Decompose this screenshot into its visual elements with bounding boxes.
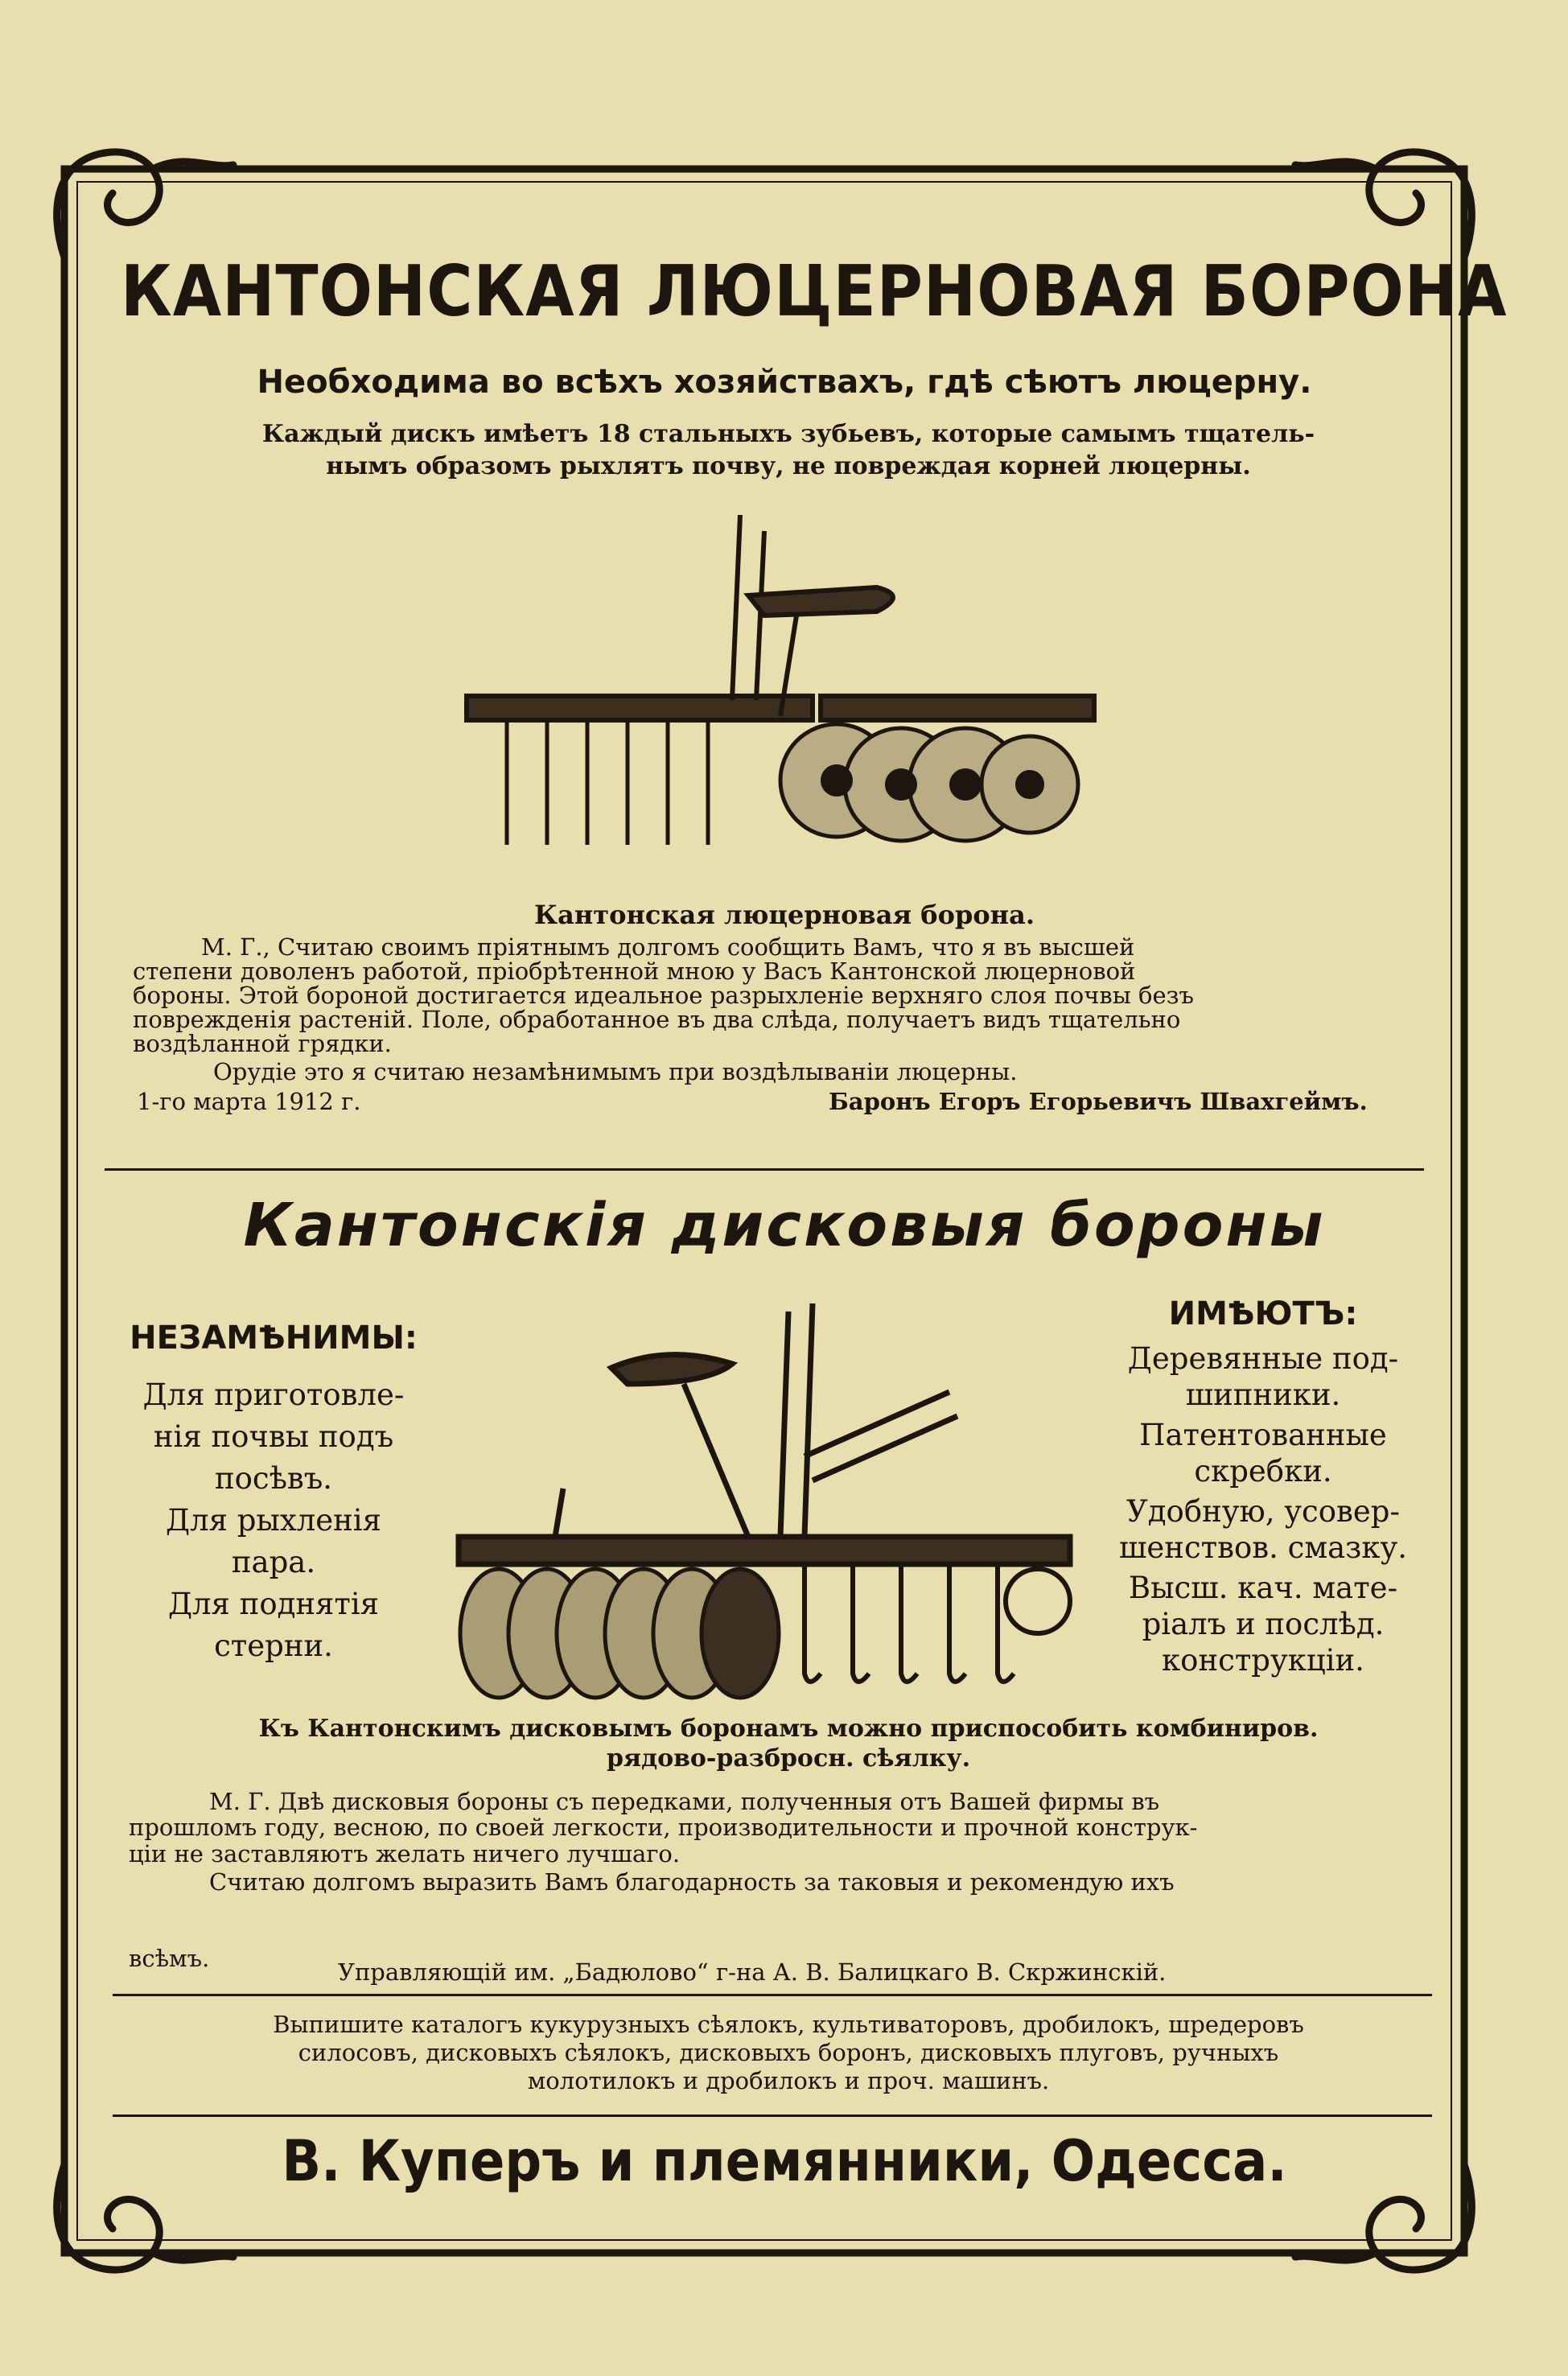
ad2-left-heading: НЕЗАМѢНИМЫ: xyxy=(130,1320,418,1357)
ad2-right-heading: ИМѢЮТЪ: xyxy=(1168,1295,1358,1332)
ad1-letter-line: бороны. Этой бороной достигается идеальное разрыхленіе верхняго слоя почвы безъ xyxy=(133,982,1194,1009)
ad2-right-line: Высш. кач. мате- xyxy=(1128,1571,1398,1605)
ad2-right-line: ріалъ и послѣд. xyxy=(1142,1607,1385,1641)
ad1-subtitle: Необходима во всѣхъ хозяйствахъ, гдѣ сѣютъ люцерну. xyxy=(257,364,1312,401)
ad2-left-line: пара. xyxy=(231,1545,316,1579)
ad2-letter-line: Считаю долгомъ выразить Вамъ благодарность за таковыя и рекомендую ихъ xyxy=(209,1868,1175,1896)
ad1-letter-date: 1-го марта 1912 г. xyxy=(137,1088,361,1115)
ad1-letter-line: Орудіе это я считаю незамѣнимымъ при воздѣлываніи люцерны. xyxy=(213,1058,1018,1085)
ad2-left-line: стерни. xyxy=(214,1629,333,1663)
ad1-title: КАНТОНСКАЯ ЛЮЦЕРНОВАЯ БОРОНА xyxy=(121,251,1508,333)
ad2-letter-line: М. Г. Двѣ дисковыя бороны съ передками, полученныя отъ Вашей фирмы въ xyxy=(209,1788,1160,1815)
ad1-image-caption: Кантонская люцерновая борона. xyxy=(534,900,1035,930)
ad1-signature: Баронъ Егоръ Егорьевичъ Швахгеймъ. xyxy=(829,1088,1368,1115)
lucerne-harrow-illustration xyxy=(459,507,1102,893)
catalog-top-rule xyxy=(113,1994,1432,1996)
ad2-letter-line: всѣмъ. xyxy=(129,1945,210,1972)
disc-harrow-illustration xyxy=(442,1295,1086,1714)
ad1-description-line: нымъ образомъ рыхлятъ почву, не повреждая корней люцерны. xyxy=(326,452,1251,480)
ad1-description-line: Каждый дискъ имѣетъ 18 стальныхъ зубьевъ, которые самымъ тщатель- xyxy=(261,420,1315,448)
ad2-signature: Управляющій им. „Бадюлово“ г-на А. В. Балицкаго В. Скржинскій. xyxy=(338,1958,1167,1986)
catalog-bottom-rule xyxy=(113,2115,1432,2117)
ad2-letter-line: ціи не заставляютъ желать ничего лучшаго. xyxy=(129,1840,681,1867)
ad2-left-line: нія почвы подъ xyxy=(153,1419,394,1454)
ad2-right-line: Деревянные под- xyxy=(1127,1341,1399,1376)
ad2-letter-line: прошломъ году, весною, по своей легкости, производительности и прочной конструк- xyxy=(129,1814,1198,1841)
ad1-letter-line: М. Г., Считаю своимъ пріятнымъ долгомъ сообщить Вамъ, что я въ высшей xyxy=(201,933,1135,961)
catalog-line: молотилокъ и дробилокъ и проч. машинъ. xyxy=(527,2067,1050,2094)
ad2-right-line: скребки. xyxy=(1194,1454,1332,1489)
ad2-right-line: Удобную, усовер- xyxy=(1126,1494,1400,1529)
section-divider xyxy=(105,1168,1424,1171)
ad2-left-line: Для рыхленія xyxy=(166,1503,381,1538)
ad1-letter-line: воздѣланной грядки. xyxy=(133,1030,392,1057)
catalog-line: силосовъ, дисковыхъ сѣялокъ, дисковыхъ боронъ, дисковыхъ плуговъ, ручныхъ xyxy=(298,2039,1279,2066)
ad2-left-line: Для приготовле- xyxy=(142,1377,405,1412)
ad2-right-line: конструкціи. xyxy=(1162,1643,1364,1678)
ad2-right-line: шипники. xyxy=(1185,1377,1341,1412)
ad2-note-line: Къ Кантонскимъ дисковымъ боронамъ можно приспособить комбиниров. xyxy=(258,1715,1319,1743)
company-footer: В. Куперъ и племянники, Одесса. xyxy=(282,2129,1287,2195)
ad2-right-line: Патентованные xyxy=(1139,1418,1387,1452)
catalog-line: Выпишите каталогъ кукурузныхъ сѣялокъ, культиваторовъ, дробилокъ, шредеровъ xyxy=(273,2011,1304,2038)
ad2-title: Кантонскія дисковыя бороны xyxy=(243,1191,1326,1260)
ad2-note-line: рядово-разбросн. сѣялку. xyxy=(606,1744,971,1773)
ad2-left-line: посѣвъ. xyxy=(214,1461,333,1496)
ad2-right-line: шенствов. смазку. xyxy=(1118,1530,1407,1565)
ad1-letter-line: степени доволенъ работой, пріобрѣтенной мною у Васъ Кантонской люцерновой xyxy=(133,957,1136,985)
ad2-left-line: Для поднятія xyxy=(167,1587,380,1621)
ad1-letter-line: поврежденія растеній. Поле, обработанное въ два слѣда, получаетъ видъ тщательно xyxy=(133,1006,1181,1033)
